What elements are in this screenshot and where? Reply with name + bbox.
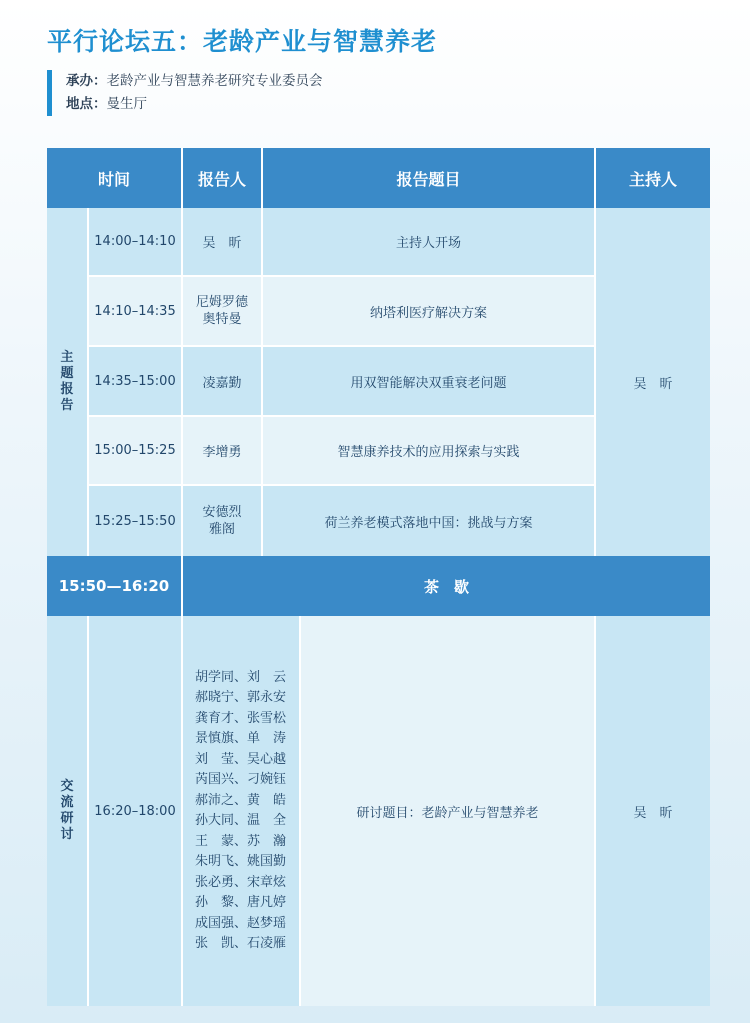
participant-pair: 郝沛之、黄 皓 xyxy=(195,792,287,808)
participant-pair: 龚育才、张雪松 xyxy=(195,710,287,726)
row-time: 15:25–15:50 xyxy=(89,486,183,556)
discussion-time: 16:20–18:00 xyxy=(89,616,183,1006)
section-char: 讨 xyxy=(60,827,74,842)
venue-value: 曼生厅 xyxy=(106,96,147,112)
section-char: 告 xyxy=(60,398,74,413)
section-keynote xyxy=(47,208,89,556)
header-topic: 报告题目 xyxy=(263,148,596,208)
participant-pair: 朱明飞、姚国勤 xyxy=(195,854,287,869)
section-char: 题 xyxy=(60,366,74,381)
row-time: 15:00–15:25 xyxy=(89,417,183,486)
keynote-host: 吴 昕 xyxy=(596,208,710,556)
participant-pair: 张必勇、宋章炫 xyxy=(195,874,287,890)
venue-label: 地点： xyxy=(66,96,107,112)
section-discussion xyxy=(47,616,89,1006)
row-topic: 荷兰养老模式落地中国：挑战与方案 xyxy=(263,486,596,556)
speaker-name: 凌嘉勤 xyxy=(202,375,242,391)
break-time: 15:50—16:20 xyxy=(47,556,183,616)
discussion-topic: 研讨题目：老龄产业与智慧养老 xyxy=(301,616,596,1006)
break-label: 茶 歇 xyxy=(183,556,710,616)
participant-pair: 胡学同、刘 云 xyxy=(195,669,287,685)
header-speaker: 报告人 xyxy=(183,148,263,208)
section-char: 报 xyxy=(60,382,74,397)
organizer-value: 老龄产业与智慧养老研究专业委员会 xyxy=(106,73,323,89)
participant-pair: 孙大同、温 全 xyxy=(195,813,287,828)
venue-line xyxy=(66,93,323,116)
section-char: 交 xyxy=(60,779,74,794)
speaker-name: 奥特曼 xyxy=(202,312,242,327)
participant-pair: 张 凯、石凌雁 xyxy=(195,936,287,951)
page-title: 平行论坛五：老龄产业与智慧养老 xyxy=(47,27,438,56)
section-char: 流 xyxy=(60,795,74,810)
forum-info xyxy=(47,70,323,116)
speaker-name: 雅阁 xyxy=(208,522,235,537)
speaker-name: 安德烈 xyxy=(202,505,242,520)
participant-pair: 郝晓宁、郭永安 xyxy=(195,690,287,705)
row-topic: 用双智能解决双重衰老问题 xyxy=(263,347,596,417)
row-topic: 智慧康养技术的应用探索与实践 xyxy=(263,417,596,486)
speaker-name: 李增勇 xyxy=(202,445,242,460)
header-time: 时间 xyxy=(47,148,183,208)
discussion-host: 吴 昕 xyxy=(596,616,710,1006)
row-speaker xyxy=(183,347,263,417)
participant-pair: 孙 黎、唐凡婷 xyxy=(195,895,287,910)
participant-pair: 景慎旗、单 涛 xyxy=(195,731,287,746)
row-topic: 主持人开场 xyxy=(263,208,596,277)
speaker-name: 尼姆罗德 xyxy=(195,295,248,310)
discussion-participants xyxy=(183,616,301,1006)
row-topic: 纳塔利医疗解决方案 xyxy=(263,277,596,347)
row-speaker xyxy=(183,277,263,347)
row-time: 14:35–15:00 xyxy=(89,347,183,417)
row-speaker xyxy=(183,486,263,556)
section-char: 研 xyxy=(60,811,74,826)
participant-pair: 王 蒙、苏 瀚 xyxy=(195,833,287,849)
row-time: 14:10–14:35 xyxy=(89,277,183,347)
row-speaker xyxy=(183,208,263,277)
header-host: 主持人 xyxy=(596,148,710,208)
participant-pair: 成国强、赵梦瑶 xyxy=(195,915,287,931)
section-char: 主 xyxy=(60,350,74,365)
organizer-label: 承办： xyxy=(66,73,107,89)
participant-pair: 芮国兴、刁婉钰 xyxy=(195,772,287,787)
participant-pair: 刘 莹、吴心越 xyxy=(195,751,287,767)
row-time: 14:00–14:10 xyxy=(89,208,183,277)
organizer-line xyxy=(66,70,323,93)
speaker-name: 吴 昕 xyxy=(202,236,242,251)
row-speaker xyxy=(183,417,263,486)
